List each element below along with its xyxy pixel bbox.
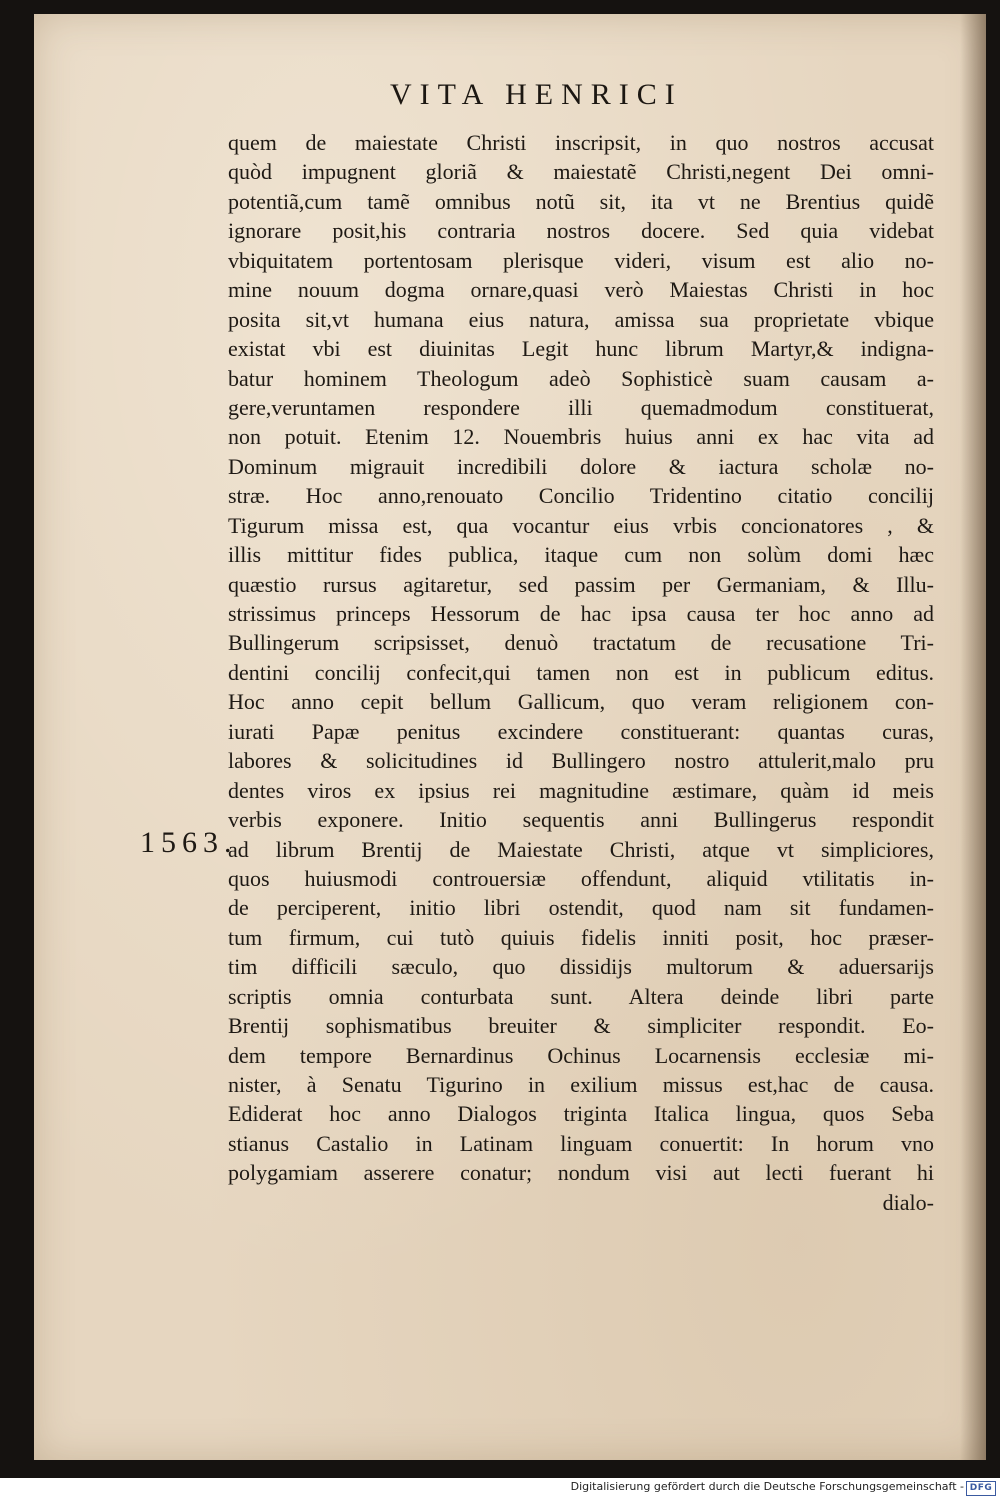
text-line: Tigurum missa est, qua vocantur eius vrbis concionatores , &: [228, 512, 934, 538]
text-line: Ediderat hoc anno Dialogos triginta Italica lingua, quos Seba: [228, 1101, 934, 1127]
text-line: quos huiusmodi controuersiæ offendunt, aliquid vtilitatis in-: [228, 865, 934, 891]
text-line: quòd impugnent gloriã & maiestatẽ Christi,negent Dei omni-: [228, 159, 934, 185]
text-line: stianus Castalio in Latinam linguam conuertit: In horum vno: [228, 1130, 934, 1156]
text-line: posita sit,vt humana eius natura, amissa sua proprietate vbique: [228, 306, 934, 332]
text-line: Brentij sophismatibus breuiter & simpliciter respondit. Eo-: [228, 1013, 934, 1039]
text-line: non potuit. Etenim 12. Nouembris huius anni ex hac vita ad: [228, 424, 934, 450]
text-line: vbiquitatem portentosam plerisque videri, visum est alio no-: [228, 247, 934, 273]
footer-bar: [0, 1478, 1000, 1499]
text-line: dialo-: [882, 1189, 934, 1215]
dfg-logo: DFG: [966, 1481, 996, 1496]
text-line: quem de maiestate Christi inscripsit, in quo nostros accusat: [228, 130, 934, 155]
body-text: [228, 128, 934, 1217]
text-line: Hoc anno cepit bellum Gallicum, quo veram religionem con-: [228, 689, 934, 715]
page-gutter-shadow: [960, 14, 986, 1460]
text-line: quæstio rursus agitaretur, sed passim per Germaniam, & Illu-: [228, 571, 934, 597]
text-line: verbis exponere. Initio sequentis anni Bullingerus respondit: [228, 807, 934, 833]
text-line: existat vbi est diuinitas Legit hunc librum Martyr,& indigna-: [228, 336, 934, 362]
text-line: ignorare posit,his contraria nostros docere. Sed quia videbat: [228, 218, 934, 244]
text-line: tim difficili sæculo, quo dissidijs multorum & aduersarijs: [228, 954, 934, 980]
text-line: Bullingerum scripsisset, denuò tractatum de recusatione Tri-: [228, 630, 934, 656]
text-line: labores & solicitudines id Bullingero nostro attulerit,malo pru: [228, 748, 934, 774]
text-line: ad librum Brentij de Maiestate Christi, atque vt simpliciores,: [228, 836, 934, 862]
running-head: VITA HENRICI: [390, 78, 683, 111]
text-line: illis mittitur fides publica, itaque cum non solùm domi hæc: [228, 542, 934, 568]
text-line: dentes viros ex ipsius rei magnitudine æstimare, quàm id meis: [228, 777, 934, 803]
text-line: dem tempore Bernardinus Ochinus Locarnensis ecclesiæ mi-: [228, 1042, 934, 1068]
text-line: potentiã,cum tamẽ omnibus notũ sit, ita vt ne Brentius quidẽ: [228, 188, 934, 214]
text-line: iurati Papæ penitus excindere constituerant: quantas curas,: [228, 718, 934, 744]
text-line: mine nouum dogma ornare,quasi verò Maiestas Christi in hoc: [228, 277, 934, 303]
margin-year-note: 1563.: [140, 826, 238, 859]
text-line: strissimus princeps Hessorum de hac ipsa causa ter hoc anno ad: [228, 601, 934, 626]
funding-notice: Digitalisierung gefördert durch die Deutsche Forschungsgemeinschaft -: [570, 1480, 964, 1493]
text-line: stræ. Hoc anno,renouato Concilio Tridentino citatio concilij: [228, 483, 934, 509]
text-line: gere,veruntamen respondere illi quemadmodum constituerat,: [228, 394, 934, 420]
text-line: dentini concilij confecit,qui tamen non est in publicum editus.: [228, 659, 934, 685]
text-line: tum firmum, cui tutò quiuis fidelis inniti posit, hoc præser-: [228, 924, 934, 950]
text-line: nister, à Senatu Tigurino in exilium missus est,hac de causa.: [228, 1072, 934, 1097]
text-line: Dominum migrauit incredibili dolore & iactura scholæ no-: [228, 453, 934, 479]
text-line: batur hominem Theologum adeò Sophisticè suam causam a-: [228, 365, 934, 391]
text-line: de perciperent, initio libri ostendit, quod nam sit fundamen-: [228, 895, 934, 921]
text-line: polygamiam asserere conatur; nondum visi aut lecti fuerant hi: [228, 1160, 934, 1186]
text-line: scriptis omnia conturbata sunt. Altera deinde libri parte: [228, 983, 934, 1009]
